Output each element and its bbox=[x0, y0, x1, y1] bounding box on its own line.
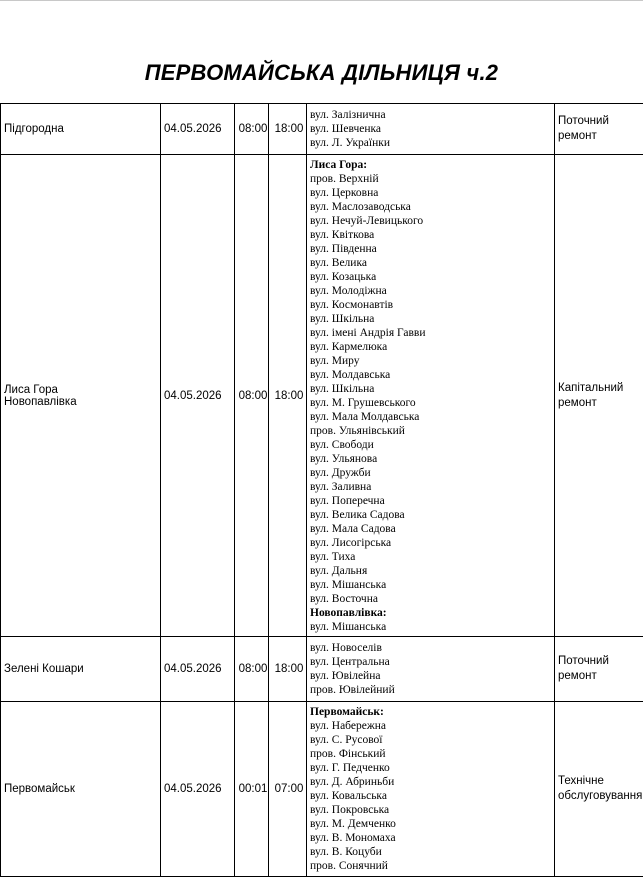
locality-name: Первомайськ bbox=[4, 783, 160, 795]
street-item: вул. Свободи bbox=[310, 438, 554, 452]
street-item: пров. Верхній bbox=[310, 172, 554, 186]
street-item: пров. Ювілейний bbox=[310, 683, 554, 697]
street-item: вул. Залізнична bbox=[310, 108, 554, 122]
street-item: вул. Дружби bbox=[310, 466, 554, 480]
street-item: вул. Лисогірська bbox=[310, 536, 554, 550]
street-item: вул. Мішанська bbox=[310, 578, 554, 592]
streets-cell bbox=[307, 702, 555, 877]
work-type-text: Поточний bbox=[558, 114, 643, 129]
work-type-text: Технічне bbox=[558, 774, 643, 789]
start-time-cell: 08:00 bbox=[235, 637, 269, 702]
street-item: вул. Дальня bbox=[310, 564, 554, 578]
table-row bbox=[1, 702, 643, 877]
streets-cell bbox=[307, 155, 555, 637]
work-type-text: ремонт bbox=[558, 129, 643, 144]
locality-cell bbox=[1, 104, 161, 155]
street-item: вул. Мала Молдавська bbox=[310, 410, 554, 424]
street-item: вул. Заливна bbox=[310, 480, 554, 494]
top-border-line bbox=[0, 0, 643, 1]
street-item: вул. Космонавтів bbox=[310, 298, 554, 312]
start-time-cell: 08:00 bbox=[235, 104, 269, 155]
street-item: вул. Шкільна bbox=[310, 312, 554, 326]
locality-name: Підгородна bbox=[4, 123, 160, 135]
street-item: вул. Ульянова bbox=[310, 452, 554, 466]
work-type-cell bbox=[555, 702, 643, 877]
table-row bbox=[1, 637, 643, 702]
locality-cell bbox=[1, 155, 161, 637]
street-item: вул. Нечуй-Левицького bbox=[310, 214, 554, 228]
locality-name: Лиса Гора bbox=[4, 384, 160, 396]
end-time-cell: 18:00 bbox=[269, 637, 307, 702]
street-item: вул. Козацька bbox=[310, 270, 554, 284]
date-cell: 04.05.2026 bbox=[161, 155, 235, 637]
street-item: вул. Д. Абриньби bbox=[310, 775, 554, 789]
street-item: пров. Ульянівський bbox=[310, 424, 554, 438]
street-item: вул. Л. Українки bbox=[310, 136, 554, 150]
street-item: вул. С. Русової bbox=[310, 733, 554, 747]
work-type-text: обслуговування bbox=[558, 789, 643, 804]
work-type-text: Капітальний bbox=[558, 381, 643, 396]
table-row bbox=[1, 104, 643, 155]
end-time-cell: 18:00 bbox=[269, 104, 307, 155]
street-item: вул. Восточна bbox=[310, 592, 554, 606]
street-item: вул. Миру bbox=[310, 354, 554, 368]
street-item: вул. М. Грушевського bbox=[310, 396, 554, 410]
locality-name: Новопавлівка bbox=[4, 396, 160, 408]
locality-name: Зелені Кошари bbox=[4, 663, 160, 675]
street-item: вул. М. Демченко bbox=[310, 817, 554, 831]
street-item: вул. Квіткова bbox=[310, 228, 554, 242]
work-type-text: Поточний bbox=[558, 654, 643, 669]
work-type-text: ремонт bbox=[558, 396, 643, 411]
date-cell: 04.05.2026 bbox=[161, 637, 235, 702]
street-item: вул. Шевченка bbox=[310, 122, 554, 136]
settlement-heading: Лиса Гора: bbox=[310, 158, 554, 172]
street-item: пров. Фінський bbox=[310, 747, 554, 761]
street-item: вул. Новоселів bbox=[310, 641, 554, 655]
work-type-cell bbox=[555, 637, 643, 702]
street-item: вул. Південна bbox=[310, 242, 554, 256]
street-item: вул. Шкільна bbox=[310, 382, 554, 396]
date-cell: 04.05.2026 bbox=[161, 702, 235, 877]
street-item: вул. Молодіжна bbox=[310, 284, 554, 298]
street-item: вул. Ювілейна bbox=[310, 669, 554, 683]
street-item: вул. В. Мономаха bbox=[310, 831, 554, 845]
date-cell: 04.05.2026 bbox=[161, 104, 235, 155]
street-item: вул. Велика bbox=[310, 256, 554, 270]
settlement-heading: Новопавлівка: bbox=[310, 606, 554, 620]
end-time-cell: 07:00 bbox=[269, 702, 307, 877]
street-item: вул. Покровська bbox=[310, 803, 554, 817]
streets-cell bbox=[307, 104, 555, 155]
street-item: вул. імені Андрія Гавви bbox=[310, 326, 554, 340]
street-item: вул. Ковальська bbox=[310, 789, 554, 803]
street-item: вул. Г. Педченко bbox=[310, 761, 554, 775]
street-item: вул. Тиха bbox=[310, 550, 554, 564]
work-type-cell bbox=[555, 104, 643, 155]
work-type-cell bbox=[555, 155, 643, 637]
street-item: вул. В. Коцуби bbox=[310, 845, 554, 859]
street-item: пров. Сонячний bbox=[310, 859, 554, 873]
locality-cell bbox=[1, 702, 161, 877]
street-item: вул. Мішанська bbox=[310, 620, 554, 634]
street-item: вул. Молдавська bbox=[310, 368, 554, 382]
work-type-text: ремонт bbox=[558, 669, 643, 684]
street-item: вул. Поперечна bbox=[310, 494, 554, 508]
page-title: ПЕРВОМАЙСЬКА ДІЛЬНИЦЯ ч.2 bbox=[0, 60, 643, 86]
street-item: вул. Мала Садова bbox=[310, 522, 554, 536]
settlement-heading: Первомайськ: bbox=[310, 705, 554, 719]
street-item: вул. Центральна bbox=[310, 655, 554, 669]
street-item: вул. Кармелюка bbox=[310, 340, 554, 354]
street-item: вул. Церковна bbox=[310, 186, 554, 200]
end-time-cell: 18:00 bbox=[269, 155, 307, 637]
start-time-cell: 08:00 bbox=[235, 155, 269, 637]
table-row bbox=[1, 155, 643, 637]
streets-cell bbox=[307, 637, 555, 702]
start-time-cell: 00:01 bbox=[235, 702, 269, 877]
street-item: вул. Маслозаводська bbox=[310, 200, 554, 214]
locality-cell bbox=[1, 637, 161, 702]
outage-schedule-table bbox=[0, 103, 643, 877]
street-item: вул. Велика Садова bbox=[310, 508, 554, 522]
street-item: вул. Набережна bbox=[310, 719, 554, 733]
